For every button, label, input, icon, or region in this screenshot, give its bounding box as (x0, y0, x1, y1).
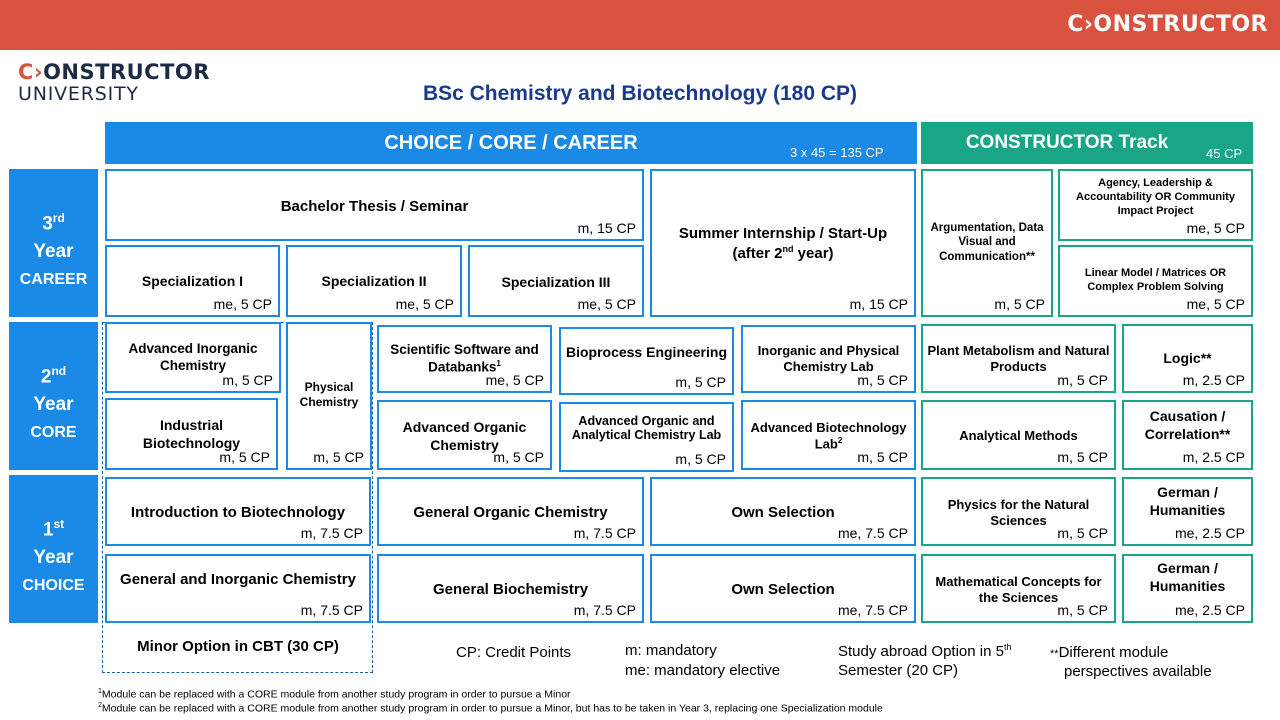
module-summer-internship[interactable] (650, 169, 916, 317)
module-name: Inorganic and Physical Chemistry Lab (757, 343, 900, 375)
module-cp: me, 5 CP (395, 296, 454, 312)
year-1-phase: CHOICE (22, 577, 85, 595)
header-choice-core-career: CHOICE / CORE / CAREER (105, 122, 917, 164)
module-name: Physics for the Natural Sciences (947, 497, 1090, 529)
minor-option-label: Minor Option in CBT (30 CP) (137, 638, 339, 655)
module-cp: m, 2.5 CP (1182, 372, 1245, 388)
module-cp: m, 5 CP (1057, 602, 1108, 618)
year-1-label (9, 475, 98, 623)
module-cp: m, 7.5 CP (300, 525, 363, 541)
module-cp: m, 5 CP (1057, 449, 1108, 465)
module-own-selection-1[interactable] (650, 477, 916, 546)
module-name: Causation / Correlation** (1144, 408, 1231, 442)
module-name: German / Humanities (1149, 484, 1226, 518)
legend-different-perspectives-2: perspectives available (1064, 663, 1212, 680)
legend-credit-points: CP: Credit Points (456, 644, 572, 661)
module-cp: m, 5 CP (313, 449, 364, 465)
module-bachelor-thesis[interactable] (105, 169, 644, 241)
module-name: Summer Internship / Start-Up (after 2nd year) (678, 225, 888, 262)
module-specialization-3[interactable] (468, 245, 644, 317)
module-cp: me, 5 CP (1186, 296, 1245, 312)
module-cp: m, 15 CP (577, 220, 636, 236)
year-2-phase: CORE (30, 424, 77, 442)
module-name: Specialization II (321, 273, 427, 289)
topbar-logo: C›ONSTRUCTOR (1067, 12, 1268, 37)
module-cp: me, 7.5 CP (837, 525, 908, 541)
module-name: Specialization III (501, 274, 611, 290)
module-causation-correlation[interactable] (1122, 400, 1253, 470)
module-inorganic-physical-lab[interactable] (741, 325, 916, 393)
module-name: General and Inorganic Chemistry (120, 571, 356, 588)
module-name: Own Selection (731, 504, 835, 521)
footnote-2: $^2$Module can be replaced with a CORE module from another study program in order to pursue a Minor, but has to be taken in Year 3, replacing one Specialization module (98, 702, 883, 715)
header-constructor-track (921, 122, 1253, 164)
module-cp: m, 7.5 CP (573, 602, 636, 618)
module-advanced-organic[interactable] (377, 400, 552, 470)
module-physical-chemistry[interactable] (286, 322, 372, 470)
module-general-biochemistry[interactable] (377, 554, 644, 623)
module-agency-leadership[interactable] (1058, 169, 1253, 241)
legend-mandatory: m: mandatory (625, 642, 717, 659)
module-linear-model[interactable] (1058, 245, 1253, 317)
logo-mark: C› (18, 60, 44, 84)
module-cp: m, 7.5 CP (573, 525, 636, 541)
module-plant-metabolism[interactable] (921, 324, 1116, 393)
module-name: German / Humanities (1149, 560, 1226, 594)
year-3-label (9, 169, 98, 317)
module-name: Plant Metabolism and Natural Products (927, 343, 1110, 375)
module-name: Own Selection (731, 581, 835, 598)
module-advanced-organic-analytical-lab[interactable] (559, 402, 734, 472)
module-cp: me, 5 CP (485, 372, 544, 388)
module-advanced-inorganic[interactable] (105, 322, 281, 393)
module-specialization-2[interactable] (286, 245, 462, 317)
year-3-word: Year (33, 241, 74, 263)
module-name: General Biochemistry (432, 581, 589, 598)
header-track-cp: 45 CP (1206, 146, 1243, 161)
module-name: Advanced Organic Chemistry (402, 419, 527, 453)
header-track-label: CONSTRUCTOR Track (965, 132, 1169, 153)
module-cp: m, 5 CP (493, 449, 544, 465)
module-name: Industrial Biotechnology (142, 417, 241, 451)
module-scientific-software[interactable] (377, 325, 552, 393)
legend-different-perspectives: **Different module (1050, 644, 1169, 661)
module-name: Bioprocess Engineering (565, 344, 728, 360)
module-general-organic[interactable] (377, 477, 644, 546)
module-cp: m, 5 CP (675, 451, 726, 467)
module-name: Mathematical Concepts for the Sciences (935, 574, 1102, 606)
module-cp: m, 5 CP (994, 296, 1045, 312)
module-name: Analytical Methods (959, 428, 1078, 443)
module-general-inorganic[interactable] (105, 554, 371, 623)
module-advanced-biotech-lab[interactable] (741, 400, 916, 470)
module-cp: m, 5 CP (675, 374, 726, 390)
module-name: Logic** (1163, 350, 1212, 366)
module-german-humanities-2[interactable] (1122, 554, 1253, 623)
module-intro-biotechnology[interactable] (105, 477, 371, 546)
module-cp: m, 15 CP (849, 296, 908, 312)
module-industrial-biotechnology[interactable] (105, 398, 278, 470)
legend-mandatory-elective: me: mandatory elective (625, 662, 781, 679)
legend-study-abroad-semester: Semester (20 CP) (838, 662, 959, 679)
year-1-word: Year (33, 547, 74, 569)
header-main-cp: 3 x 45 = 135 CP (790, 145, 884, 160)
module-name: Linear Model / Matrices OR Complex Problem Solving (1084, 267, 1227, 293)
module-name: Specialization I (141, 273, 244, 289)
year-2-label (9, 322, 98, 470)
module-name: Scientific Software and Databanks$^1$ (390, 342, 539, 375)
module-name: Physical Chemistry (299, 380, 359, 409)
year-2-number: 2nd (40, 364, 67, 388)
logo-word: ONSTRUCTOR (43, 60, 210, 84)
module-cp: m, 5 CP (222, 372, 273, 388)
module-bioprocess-engineering[interactable] (559, 327, 734, 395)
module-cp: me, 2.5 CP (1174, 602, 1245, 618)
university-logo (18, 60, 210, 84)
module-name: General Organic Chemistry (413, 504, 608, 521)
module-cp: m, 5 CP (1057, 372, 1108, 388)
module-cp: me, 5 CP (1186, 220, 1245, 236)
module-cp: me, 2.5 CP (1174, 525, 1245, 541)
year-3-number: 3rd (42, 211, 65, 235)
year-3-phase: CAREER (19, 271, 88, 289)
module-cp: m, 5 CP (857, 449, 908, 465)
module-physics[interactable] (921, 477, 1116, 546)
module-analytical-methods[interactable] (921, 400, 1116, 470)
module-name: Agency, Leadership & Accountability OR Community Impact Project (1076, 177, 1235, 217)
module-name: Bachelor Thesis / Seminar (280, 198, 469, 215)
module-name: Advanced Inorganic Chemistry (128, 341, 258, 373)
legend-study-abroad: Study abroad Option in 5th (838, 642, 1012, 660)
year-2-word: Year (33, 394, 74, 416)
module-cp: me, 5 CP (213, 296, 272, 312)
module-specialization-1[interactable] (105, 245, 280, 317)
module-mathematical-concepts[interactable] (921, 554, 1116, 623)
module-own-selection-2[interactable] (650, 554, 916, 623)
module-german-humanities-1[interactable] (1122, 477, 1253, 546)
module-cp: m, 5 CP (219, 449, 270, 465)
module-name: Argumentation, Data Visual and Communication** (930, 222, 1044, 263)
module-cp: m, 7.5 CP (300, 602, 363, 618)
module-cp: me, 7.5 CP (837, 602, 908, 618)
module-cp: me, 5 CP (577, 296, 636, 312)
module-logic[interactable] (1122, 324, 1253, 393)
module-argumentation[interactable] (921, 169, 1053, 317)
year-1-number: 1st (42, 517, 65, 541)
module-name: Advanced Biotechnology Lab$^2$ (750, 420, 907, 452)
module-cp: m, 5 CP (1057, 525, 1108, 541)
page-title: BSc Chemistry and Biotechnology (180 CP) (422, 82, 858, 105)
module-name: Introduction to Biotechnology (130, 504, 346, 521)
module-cp: m, 5 CP (857, 372, 908, 388)
logo-subtitle: UNIVERSITY (18, 83, 139, 105)
module-name: Advanced Organic and Analytical Chemistry Lab (571, 414, 722, 442)
module-cp: m, 2.5 CP (1182, 449, 1245, 465)
footnote-1: $^1$Module can be replaced with a CORE module from another study program in order to pursue a Minor (98, 688, 571, 701)
